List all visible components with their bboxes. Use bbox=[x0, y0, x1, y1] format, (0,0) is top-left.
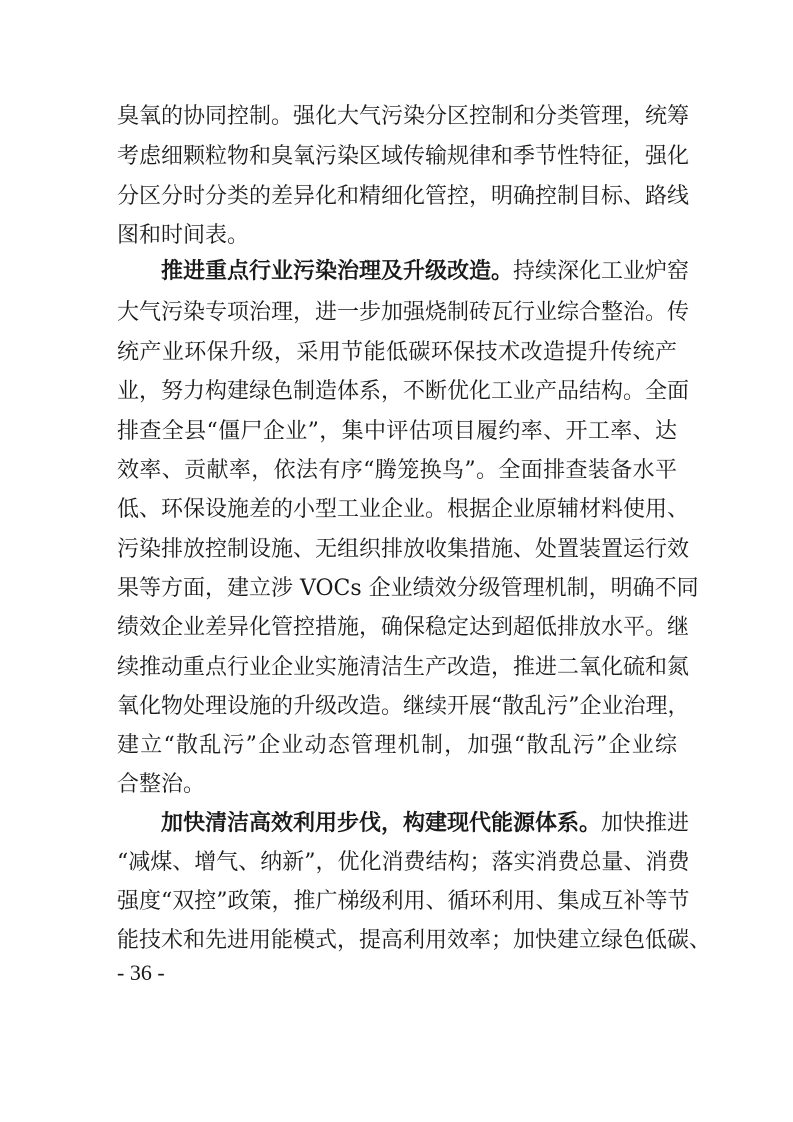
paragraph-first-line bbox=[161, 804, 690, 844]
body-text-line: 排查全县“僵尸企业”，集中评估项目履约率、开工率、达 bbox=[117, 419, 677, 444]
paragraph-first-line bbox=[161, 252, 690, 292]
body-text-line: 强度“双控”政策，推广梯级利用、循环利用、集成互补等节 bbox=[117, 889, 690, 914]
body-text-line: 统产业环保升级，采用节能低碳环保技术改造提升传统产 bbox=[117, 340, 677, 365]
body-text-line: 果等方面，建立涉 VOCs 企业绩效分级管理机制，明确不同 bbox=[117, 576, 699, 601]
paragraph-heading: 加快清洁高效利用步伐，构建现代能源体系。 bbox=[161, 811, 602, 836]
paragraph-text: 加快推进 bbox=[601, 811, 690, 836]
paragraph-text: 持续深化工业炉窑 bbox=[513, 259, 690, 284]
body-text-line: 臭氧的协同控制。强化大气污染分区控制和分类管理，统筹 bbox=[117, 104, 690, 129]
body-text-line: 合整治。 bbox=[117, 772, 206, 797]
body-text-line: 绩效企业差异化管控措施，确保稳定达到超低排放水平。继 bbox=[117, 615, 690, 640]
body-text-line: 效率、贡献率，依法有序“腾笼换鸟”。全面排查装备水平 bbox=[117, 458, 677, 483]
body-text-line: “减煤、增气、纳新”，优化消费结构；落实消费总量、消费 bbox=[117, 850, 690, 875]
body-text-line: 污染排放控制设施、无组织排放收集措施、处置装置运行效 bbox=[117, 537, 690, 562]
paragraph-heading: 推进重点行业污染治理及升级改造。 bbox=[161, 259, 514, 284]
body-text-line: 图和时间表。 bbox=[117, 223, 250, 248]
body-text-line: 业，努力构建绿色制造体系，不断优化工业产品结构。全面 bbox=[117, 379, 690, 404]
body-text-line: 分区分时分类的差异化和精细化管控，明确控制目标、路线 bbox=[117, 184, 690, 209]
body-text-line: 建立“散乱污”企业动态管理机制，加强“散乱污”企业综 bbox=[117, 733, 677, 758]
body-text-line: 低、环保设施差的小型工业企业。根据企业原辅材料使用、 bbox=[117, 497, 690, 522]
body-text-line: 氧化物处理设施的升级改造。继续开展“散乱污”企业治理， bbox=[117, 694, 690, 719]
body-text-line: 大气污染专项治理，进一步加强烧制砖瓦行业综合整治。传 bbox=[117, 300, 690, 325]
body-text-line: 续推动重点行业企业实施清洁生产改造，推进二氧化硫和氮 bbox=[117, 655, 690, 680]
page-number: - 36 - bbox=[117, 960, 165, 985]
body-text-line: 考虑细颗粒物和臭氧污染区域传输规律和季节性特征，强化 bbox=[117, 144, 690, 169]
body-text-line: 能技术和先进用能模式，提高利用效率；加快建立绿色低碳、 bbox=[117, 928, 712, 953]
